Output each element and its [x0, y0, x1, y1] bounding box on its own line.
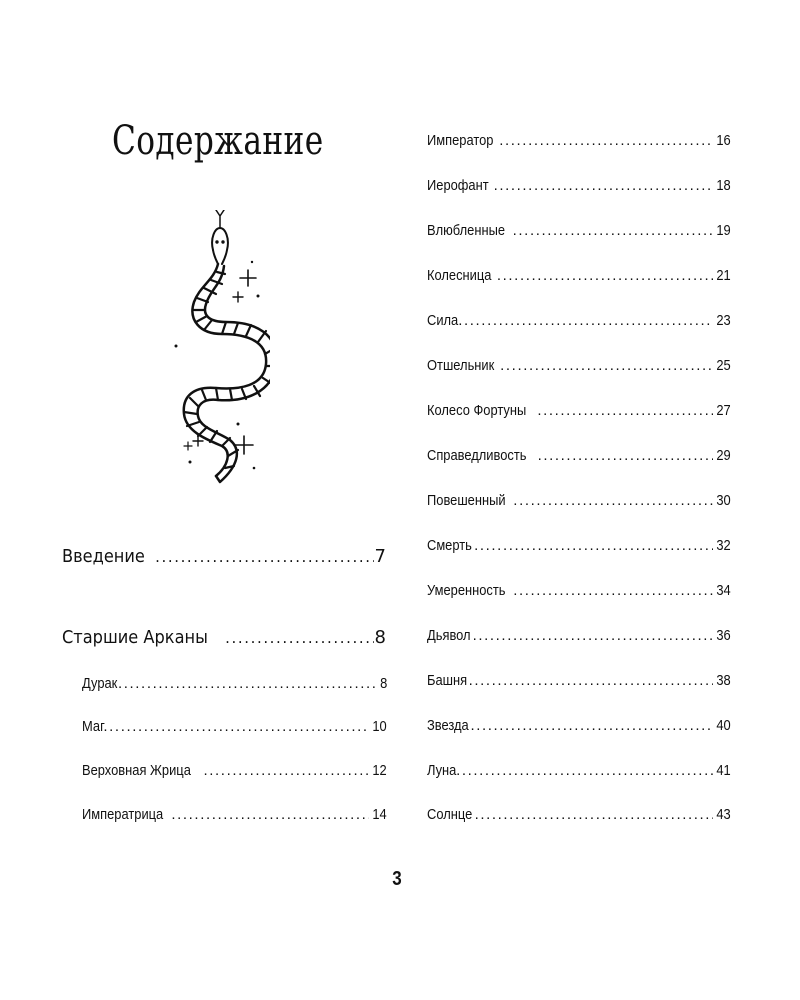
toc-entry-label: Умеренность	[427, 582, 506, 599]
toc-section-label: Старшие Арканы	[62, 627, 208, 648]
toc-entry-label: Дьявол	[427, 627, 471, 644]
toc-page-number: 34	[716, 582, 731, 599]
leader-dots	[456, 762, 713, 779]
snake-illustration	[170, 210, 270, 490]
toc-page-number: 32	[716, 537, 731, 554]
toc-entry[interactable]	[82, 675, 387, 692]
toc-entry[interactable]	[427, 357, 731, 374]
toc-page-number: 8	[374, 627, 386, 648]
toc-page-number: 18	[716, 177, 731, 194]
toc-entry[interactable]	[427, 267, 731, 284]
toc-page-number: 21	[716, 267, 731, 284]
toc-entry-label: Колесница	[427, 267, 492, 284]
toc-page-number: 7	[374, 546, 386, 567]
toc-entry[interactable]	[427, 402, 731, 419]
toc-page-number: 8	[379, 675, 387, 692]
toc-entry-label: Солнце	[427, 806, 473, 823]
leader-dots	[497, 267, 713, 284]
leader-dots	[470, 717, 713, 734]
toc-page-number: 40	[716, 717, 731, 734]
toc-entry[interactable]	[427, 672, 731, 689]
leader-dots	[118, 675, 378, 692]
toc-entry[interactable]	[427, 492, 731, 509]
toc-entry-label: Верховная Жрица	[82, 762, 191, 779]
toc-entry-label: Отшельник	[427, 357, 495, 374]
toc-page-number: 23	[716, 312, 731, 329]
toc-entry[interactable]	[82, 718, 387, 735]
leader-dots	[513, 582, 713, 599]
toc-entry-label: Маг	[82, 718, 105, 735]
toc-entry-label: Сила	[427, 312, 459, 329]
toc-page-number: 38	[716, 672, 731, 689]
leader-dots	[538, 447, 714, 464]
toc-entry-label: Смерть	[427, 537, 472, 554]
toc-page-number: 27	[716, 402, 731, 419]
toc-page-number: 10	[372, 718, 387, 735]
leader-dots	[103, 718, 369, 735]
toc-entry[interactable]	[427, 447, 731, 464]
leader-dots	[171, 806, 369, 823]
toc-entry[interactable]	[82, 762, 387, 779]
toc-section-introduction[interactable]	[62, 546, 386, 567]
toc-page-number: 43	[716, 806, 731, 823]
toc-section-label: Введение	[62, 546, 145, 567]
toc-entry-label: Влюбленные	[427, 222, 506, 239]
page-title: Содержание	[112, 118, 324, 164]
leader-dots	[225, 629, 373, 647]
toc-entry[interactable]	[427, 806, 731, 823]
toc-entry[interactable]	[427, 717, 731, 734]
leader-dots	[537, 402, 713, 419]
leader-dots	[513, 492, 713, 509]
leader-dots	[500, 357, 713, 374]
toc-page-number: 25	[716, 357, 731, 374]
toc-page-number: 16	[716, 132, 731, 149]
toc-page-number: 19	[716, 222, 731, 239]
toc-page-number: 30	[716, 492, 731, 509]
toc-entry-label: Башня	[427, 672, 468, 689]
toc-page-number: 14	[372, 806, 387, 823]
toc-entry-label: Дурак	[82, 675, 118, 692]
leader-dots	[513, 222, 714, 239]
toc-entry[interactable]	[427, 132, 731, 149]
toc-section-major-arcana[interactable]	[62, 627, 386, 648]
toc-entry[interactable]	[427, 627, 731, 644]
page-number: 3	[392, 868, 402, 890]
toc-page-number: 29	[716, 447, 731, 464]
toc-entry[interactable]	[82, 806, 387, 823]
toc-entry[interactable]	[427, 762, 731, 779]
toc-entry-label: Императрица	[82, 806, 164, 823]
toc-entry-label: Луна	[427, 762, 457, 779]
toc-entry-label: Повешенный	[427, 492, 506, 509]
leader-dots	[204, 762, 370, 779]
toc-entry[interactable]	[427, 312, 731, 329]
toc-entry[interactable]	[427, 582, 731, 599]
toc-page-number: 12	[372, 762, 387, 779]
leader-dots	[494, 177, 714, 194]
toc-entry[interactable]	[427, 222, 731, 239]
toc-entry[interactable]	[427, 177, 731, 194]
toc-entry-label: Звезда	[427, 717, 469, 734]
leader-dots	[155, 548, 373, 566]
leader-dots	[474, 537, 713, 554]
toc-entry-label: Колесо Фортуны	[427, 402, 527, 419]
toc-entry[interactable]	[427, 537, 731, 554]
toc-page-number: 41	[716, 762, 731, 779]
leader-dots	[473, 627, 714, 644]
leader-dots	[458, 312, 713, 329]
leader-dots	[499, 132, 713, 149]
toc-entry-label: Справедливость	[427, 447, 527, 464]
toc-entry-label: Император	[427, 132, 494, 149]
leader-dots	[475, 806, 714, 823]
toc-entry-label: Иерофант	[427, 177, 489, 194]
leader-dots	[469, 672, 714, 689]
toc-page-number: 36	[716, 627, 731, 644]
